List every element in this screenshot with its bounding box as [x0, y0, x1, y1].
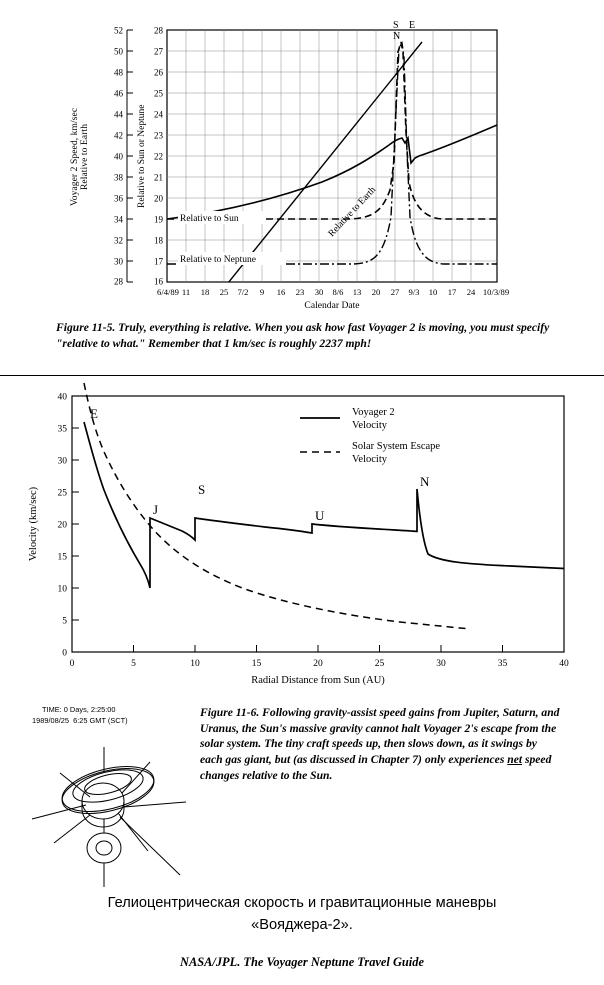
svg-text:25: 25 [57, 488, 67, 499]
svg-text:25: 25 [219, 287, 229, 297]
svg-text:28: 28 [114, 276, 123, 287]
svg-text:34: 34 [114, 214, 123, 225]
fig2-ylabel: Velocity (km/sec) [28, 486, 39, 562]
svg-text:25: 25 [374, 659, 385, 669]
svg-text:24: 24 [466, 287, 476, 297]
svg-text:N: N [393, 31, 401, 42]
svg-text:27: 27 [154, 46, 163, 57]
figure-11-5-caption-text: Truly, everything is relative. When you ask how fast Voyager 2 is moving, you must specify "relative to what." Remember that 1 km/sec is roughly 2237 mph! [56, 321, 550, 350]
figure-11-6-caption-text-1: Following gravity-assist speed gains from Jupiter, Saturn, and Uranus, the Sun's massive gravity cannot halt Voyager 2's escape from the solar system. The tiny craft speeds up, then slows down, as it swings by each gas giant, but (as discussed in Chapter 7) only experiences [200, 706, 560, 766]
svg-text:28: 28 [154, 25, 163, 36]
figure-11-5-caption [56, 320, 556, 351]
svg-text:35: 35 [57, 424, 67, 435]
svg-text:E: E [90, 406, 98, 421]
fig2-legend-entry-2-line1: Solar System Escape [352, 441, 441, 452]
svg-text:52: 52 [114, 25, 123, 36]
svg-text:10: 10 [190, 659, 200, 669]
fig2-legend-entry-1-line1: Voyager 2 [352, 407, 395, 418]
svg-text:S: S [393, 20, 399, 31]
spacecraft-diagram [30, 705, 195, 885]
figure-11-6 [0, 382, 604, 702]
spacecraft-time-line2: 1989/08/25 6:25 GMT (SCT) [32, 716, 128, 725]
svg-text:19: 19 [154, 214, 163, 225]
fig1-inner-ticklabels [154, 26, 164, 287]
svg-text:22: 22 [154, 151, 163, 162]
fig2-plot [0, 382, 604, 694]
figure-11-6-caption-underline: net [507, 752, 523, 766]
svg-text:17: 17 [447, 287, 457, 297]
fig1-left-axis-title-line1: Voyager 2 Speed, km/sec [70, 107, 80, 207]
svg-text:S: S [198, 482, 206, 497]
fig1-ann-rel-earth: Relative to Earth [326, 185, 379, 240]
svg-text:16: 16 [154, 276, 163, 287]
fig1-curves [167, 42, 497, 283]
svg-text:17: 17 [154, 256, 163, 267]
svg-text:7/2: 7/2 [237, 287, 249, 297]
fig2-xticklabels [70, 659, 569, 669]
svg-text:8/6: 8/6 [332, 287, 344, 297]
fig1-ann-rel-neptune: Relative to Neptune [180, 255, 256, 265]
svg-text:20: 20 [154, 193, 163, 204]
spacecraft-drawing [30, 727, 195, 897]
fig2-legend-entry-2-line2: Velocity [352, 454, 387, 465]
svg-text:13: 13 [352, 287, 362, 297]
svg-text:10: 10 [428, 287, 438, 297]
svg-text:40: 40 [114, 151, 123, 162]
svg-text:5: 5 [62, 616, 67, 627]
figure-11-5-label: Figure 11-5. [56, 321, 116, 334]
fig1-grid [167, 30, 497, 282]
svg-text:21: 21 [154, 172, 163, 183]
svg-text:25: 25 [154, 88, 163, 99]
svg-text:23: 23 [154, 130, 163, 141]
divider-top [0, 375, 604, 376]
svg-text:27: 27 [390, 287, 400, 297]
svg-text:9: 9 [259, 287, 265, 297]
svg-text:23: 23 [295, 287, 305, 297]
svg-text:20: 20 [57, 520, 67, 531]
svg-text:36: 36 [114, 193, 123, 204]
svg-text:32: 32 [114, 235, 123, 246]
svg-text:10: 10 [57, 584, 67, 595]
fig1-ann-rel-sun: Relative to Sun [180, 214, 239, 224]
fig2-yticklabels [58, 393, 68, 659]
svg-text:44: 44 [114, 109, 123, 120]
svg-text:U: U [315, 508, 325, 523]
svg-text:30: 30 [57, 456, 67, 467]
svg-text:48: 48 [114, 67, 123, 78]
svg-text:18: 18 [200, 287, 210, 297]
svg-text:11: 11 [181, 287, 191, 297]
svg-text:46: 46 [114, 88, 123, 99]
svg-text:20: 20 [313, 659, 323, 669]
svg-text:26: 26 [154, 67, 163, 78]
svg-text:30: 30 [436, 659, 446, 669]
svg-text:30: 30 [114, 256, 123, 267]
svg-text:5: 5 [131, 659, 136, 669]
svg-text:15: 15 [251, 659, 262, 669]
svg-text:40: 40 [57, 392, 67, 403]
svg-text:6/4/89: 6/4/89 [157, 287, 179, 297]
svg-text:J: J [153, 502, 159, 517]
fig1-plot [82, 12, 602, 312]
fig1-event-labels [393, 20, 415, 42]
svg-text:35: 35 [497, 659, 508, 669]
fig2-xlabel: Radial Distance from Sun (AU) [251, 675, 385, 686]
fig1-xticklabels [157, 287, 509, 297]
fig1-left-ticklabels [114, 26, 124, 287]
footer-credit: NASA/JPL. The Voyager Neptune Travel Guide [180, 955, 424, 969]
svg-text:18: 18 [154, 235, 163, 246]
svg-text:9/3: 9/3 [408, 287, 420, 297]
svg-text:15: 15 [57, 552, 67, 563]
fig1-inner-axis-title: Relative to Sun or Neptune [137, 104, 147, 208]
svg-text:16: 16 [276, 287, 286, 297]
footer-line-1: Гелиоцентрическая скорость и гравитационные маневры [107, 895, 497, 911]
svg-text:50: 50 [114, 46, 123, 57]
svg-text:42: 42 [114, 130, 123, 141]
svg-text:10/3/89: 10/3/89 [482, 287, 510, 297]
spacecraft-time-line1: TIME: 0 Days, 2:25:00 [42, 705, 116, 714]
fig2-legend [300, 407, 440, 465]
fig2-legend-entry-1-line2: Velocity [352, 420, 387, 431]
figure-11-5 [0, 12, 604, 312]
fig1-left-axis-title-line2: Relative to Earth [80, 123, 90, 191]
svg-text:0: 0 [62, 648, 67, 659]
svg-text:N: N [420, 474, 430, 489]
footer-description [0, 893, 604, 937]
figure-11-6-caption [200, 705, 560, 783]
svg-text:24: 24 [154, 109, 163, 120]
svg-text:40: 40 [559, 659, 569, 669]
footer-line-2: «Вояджера-2». [251, 916, 353, 933]
svg-text:E: E [409, 20, 416, 31]
svg-text:38: 38 [114, 172, 123, 183]
fig1-xlabel: Calendar Date [304, 300, 360, 311]
svg-text:30: 30 [314, 287, 324, 297]
figure-11-6-caption-text-2: speed changes relative to the Sun. [200, 752, 552, 782]
svg-text:0: 0 [69, 659, 75, 669]
figure-11-6-label: Figure 11-6. [200, 706, 260, 719]
svg-text:20: 20 [371, 287, 381, 297]
